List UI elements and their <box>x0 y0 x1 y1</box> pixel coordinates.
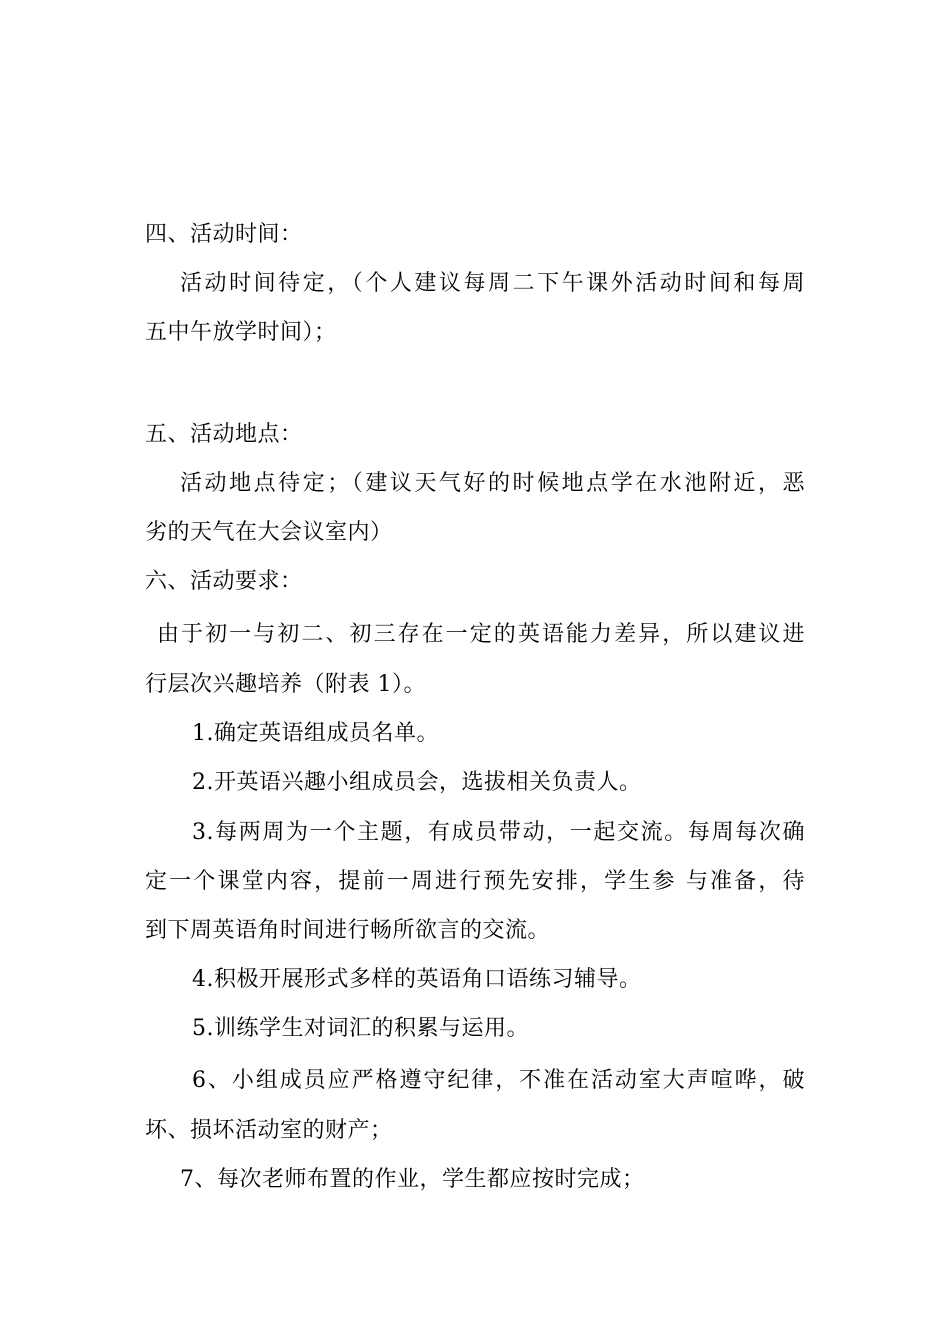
section6-heading: 六、活动要求： <box>145 569 303 594</box>
requirement-item-6-line1: 6、小组成员应严格遵守纪律，不准在活动室大声喧哗，破 <box>192 1068 805 1093</box>
requirement-item-4: 4.积极开展形式多样的英语角口语练习辅导。 <box>192 967 642 992</box>
requirement-item-5: 5.训练学生对词汇的积累与运用。 <box>192 1016 529 1041</box>
section6-intro-line1: 由于初一与初二、初三存在一定的英语能力差异，所以建议进 <box>157 622 805 647</box>
requirement-item-3-line1: 3.每两周为一个主题，有成员带动，一起交流。每周每次确 <box>192 820 805 845</box>
requirement-item-3-line2: 定一个课堂内容，提前一周进行预先安排，学生参 与准备，待 <box>145 869 805 894</box>
section4-paragraph-line2: 五中午放学时间）； <box>145 320 337 345</box>
requirement-item-1: 1.确定英语组成员名单。 <box>192 721 439 746</box>
requirement-item-7: 7、每次老师布置的作业，学生都应按时完成； <box>180 1167 645 1192</box>
requirement-item-2: 2.开英语兴趣小组成员会，选拔相关负责人。 <box>192 770 642 795</box>
section4-heading: 四、活动时间： <box>145 222 303 247</box>
section5-heading: 五、活动地点： <box>145 422 303 447</box>
section4-paragraph-line1: 活动时间待定，（个人建议每周二下午课外活动时间和每周 <box>180 271 805 296</box>
section5-paragraph-line2: 劣的天气在大会议室内） <box>145 520 393 545</box>
requirement-item-3-line3: 到下周英语角时间进行畅所欲言的交流。 <box>145 918 551 943</box>
requirement-item-6-line2: 坏、损坏活动室的财产； <box>145 1118 393 1143</box>
section6-intro-line2: 行层次兴趣培养（附表 1）。 <box>145 672 426 697</box>
section5-paragraph-line1: 活动地点待定；（建议天气好的时候地点学在水池附近，恶 <box>180 471 805 496</box>
